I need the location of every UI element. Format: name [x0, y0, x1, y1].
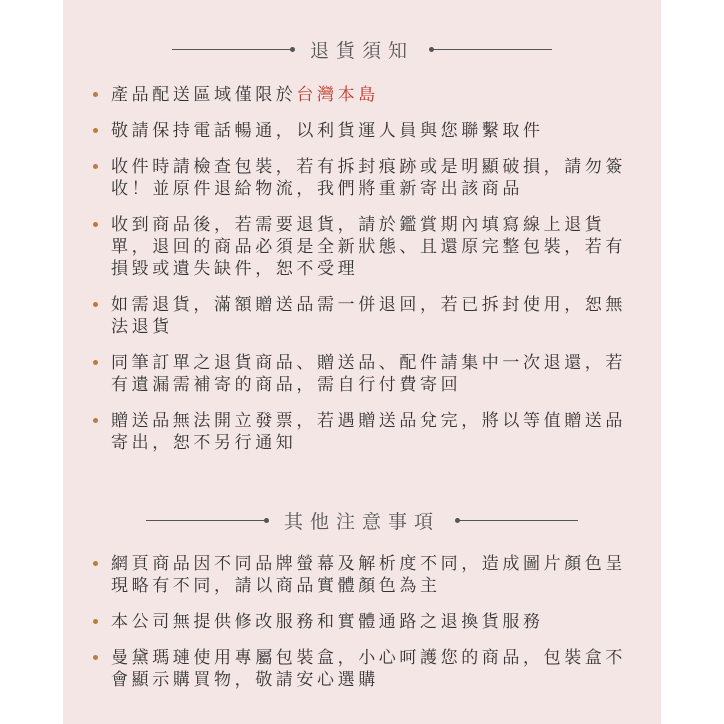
- list-item: 產品配送區域僅限於台灣本島: [91, 84, 636, 106]
- list-item: 敬請保持電話暢通，以利貨運人員與您聯繫取件: [91, 120, 636, 142]
- divider-line: [432, 49, 552, 50]
- bullet-dot: [93, 302, 98, 307]
- other-notes-title: 其他注意事項: [283, 510, 440, 533]
- list-item: 曼黛瑪璉使用專屬包裝盒，小心呵護您的商品，包裝盒不會顯示購買物，敬請安心選購: [91, 647, 636, 691]
- list-item: 同筆訂單之退貨商品、贈送品、配件請集中一次退還，若有遺漏需補寄的商品，需自行付費寄回: [91, 352, 636, 396]
- bullet-dot: [93, 360, 98, 365]
- highlight-text: 台灣本島: [296, 85, 379, 105]
- divider-line: [172, 49, 292, 50]
- list-item: 收件時請檢查包裝，若有拆封痕跡或是明顯破損，請勿簽收！並原件退給物流，我們將重新寄出該商品: [91, 156, 636, 200]
- divider-line: [458, 520, 578, 521]
- list-item: 收到商品後，若需要退貨，請於鑑賞期內填寫線上退貨單，退回的商品必須是全新狀態、且還原完整包裝，若有損毀或遺失缺件，恕不受理: [91, 214, 636, 280]
- list-item: 如需退貨，滿額贈送品需一併退回，若已拆封使用，恕無法退貨: [91, 294, 636, 338]
- return-notice-list: [91, 84, 636, 468]
- return-notice-title: 退貨須知: [309, 39, 414, 62]
- list-item: 網頁商品因不同品牌螢幕及解析度不同，造成圖片顏色呈現略有不同，請以商品實體顏色為主: [91, 553, 636, 597]
- bullet-dot: [93, 92, 98, 97]
- other-notes-list: [91, 553, 636, 705]
- bullet-dot: [93, 561, 98, 566]
- bullet-dot: [93, 164, 98, 169]
- return-notice-heading: [63, 37, 661, 61]
- bullet-dot: [93, 128, 98, 133]
- divider-line: [146, 520, 266, 521]
- bullet-dot: [93, 655, 98, 660]
- other-notes-heading: [63, 508, 661, 532]
- bullet-dot: [93, 619, 98, 624]
- bullet-dot: [93, 222, 98, 227]
- notice-panel: [63, 0, 661, 724]
- bullet-dot: [93, 418, 98, 423]
- list-item: 贈送品無法開立發票，若遇贈送品兌完，將以等值贈送品寄出，恕不另行通知: [91, 410, 636, 454]
- list-item: 本公司無提供修改服務和實體通路之退換貨服務: [91, 611, 636, 633]
